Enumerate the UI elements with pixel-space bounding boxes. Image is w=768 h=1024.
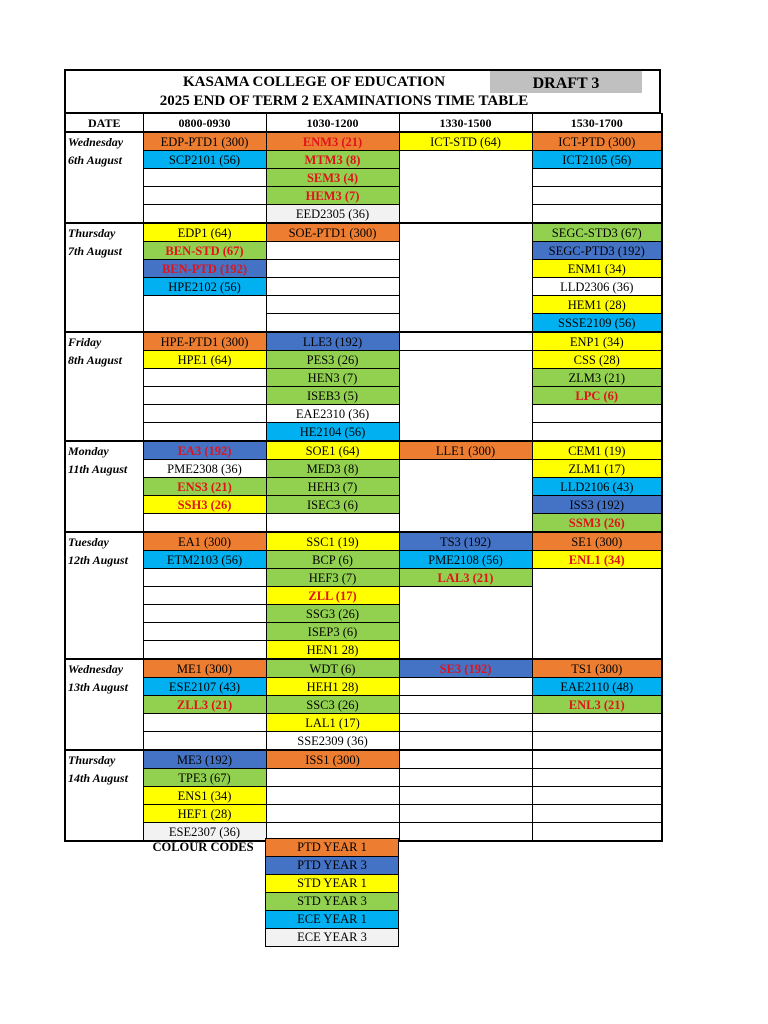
exam-cell: LLD2306 (36) xyxy=(532,278,662,296)
exam-cell: SOE-PTD1 (300) xyxy=(266,223,399,242)
empty-cell xyxy=(266,242,399,260)
exam-cell: HEM1 (28) xyxy=(532,296,662,314)
exam-cell: ISEP3 (6) xyxy=(266,623,399,641)
exam-cell: SSE2309 (36) xyxy=(266,732,399,751)
day-label xyxy=(65,314,143,333)
empty-cell xyxy=(266,787,399,805)
colour-codes-label: COLOUR CODES xyxy=(152,840,254,854)
table-row xyxy=(65,787,662,805)
exam-cell: SCP2101 (56) xyxy=(143,151,266,169)
column-header: 1030-1200 xyxy=(266,114,399,133)
exam-cell: LLE3 (192) xyxy=(266,332,399,351)
day-label xyxy=(65,732,143,751)
empty-cell xyxy=(532,205,662,224)
day-label xyxy=(65,569,143,587)
blank-area xyxy=(399,314,532,333)
exam-cell: ISS3 (192) xyxy=(532,496,662,514)
empty-cell xyxy=(399,769,532,787)
empty-cell xyxy=(143,623,266,641)
exam-cell: ENP1 (34) xyxy=(532,332,662,351)
empty-cell xyxy=(532,714,662,732)
empty-cell xyxy=(143,423,266,442)
table-row xyxy=(65,496,662,514)
table-row xyxy=(65,769,662,787)
empty-cell xyxy=(399,805,532,823)
empty-cell xyxy=(399,714,532,732)
empty-cell xyxy=(532,823,662,842)
exam-cell: EDP-PTD1 (300) xyxy=(143,132,266,151)
table-row xyxy=(65,332,662,351)
table-row xyxy=(65,223,662,242)
empty-cell xyxy=(399,823,532,842)
exam-cell: HEF3 (7) xyxy=(266,569,399,587)
table-row xyxy=(65,151,662,169)
empty-cell xyxy=(143,587,266,605)
day-label xyxy=(65,405,143,423)
empty-cell xyxy=(143,569,266,587)
empty-cell xyxy=(532,805,662,823)
exam-cell: MTM3 (8) xyxy=(266,151,399,169)
day-label: 8th August xyxy=(65,351,143,369)
exam-cell: SSG3 (26) xyxy=(266,605,399,623)
exam-cell: EA3 (192) xyxy=(143,441,266,460)
blank-area xyxy=(399,478,532,496)
day-label xyxy=(65,587,143,605)
blank-area xyxy=(399,587,532,605)
exam-cell: ZLL (17) xyxy=(266,587,399,605)
exam-cell: EAE2110 (48) xyxy=(532,678,662,696)
exam-cell: SSM3 (26) xyxy=(532,514,662,533)
day-label: 14th August xyxy=(65,769,143,787)
day-label xyxy=(65,423,143,442)
empty-cell xyxy=(143,369,266,387)
blank-area xyxy=(399,641,532,660)
column-header-row xyxy=(65,114,662,133)
table-row xyxy=(65,587,662,605)
table-row xyxy=(65,714,662,732)
table-row xyxy=(65,641,662,660)
blank-area xyxy=(399,605,532,623)
table-row xyxy=(65,659,662,678)
table-row xyxy=(65,696,662,714)
table-row xyxy=(65,460,662,478)
empty-cell xyxy=(143,387,266,405)
day-label xyxy=(65,187,143,205)
blank-area xyxy=(399,405,532,423)
empty-cell xyxy=(143,605,266,623)
exam-cell: HPE-PTD1 (300) xyxy=(143,332,266,351)
exam-cell: HPE2102 (56) xyxy=(143,278,266,296)
blank-area xyxy=(143,296,266,314)
table-row xyxy=(65,423,662,442)
empty-cell xyxy=(266,769,399,787)
exam-cell: ENM3 (21) xyxy=(266,132,399,151)
exam-cell: HPE1 (64) xyxy=(143,351,266,369)
exam-cell: SEGC-PTD3 (192) xyxy=(532,242,662,260)
empty-cell xyxy=(532,187,662,205)
colour-code-item: STD YEAR 1 xyxy=(265,874,399,892)
timetable-sheet xyxy=(64,69,661,842)
exam-cell: ENM1 (34) xyxy=(532,260,662,278)
table-row xyxy=(65,441,662,460)
exam-cell: SSC1 (19) xyxy=(266,532,399,551)
exam-cell: ICT-STD (64) xyxy=(399,132,532,151)
college-title: KASAMA COLLEGE OF EDUCATION xyxy=(182,74,446,90)
table-row xyxy=(65,242,662,260)
day-label: 6th August xyxy=(65,151,143,169)
day-label xyxy=(65,823,143,842)
exam-cell: EDP1 (64) xyxy=(143,223,266,242)
colour-code-item: ECE YEAR 1 xyxy=(265,910,399,928)
blank-area xyxy=(399,223,532,242)
exam-cell: SSH3 (26) xyxy=(143,496,266,514)
table-row xyxy=(65,569,662,587)
table-row xyxy=(65,387,662,405)
colour-code-item: STD YEAR 3 xyxy=(265,892,399,910)
day-label xyxy=(65,714,143,732)
empty-cell xyxy=(532,169,662,187)
day-label xyxy=(65,478,143,496)
table-row xyxy=(65,169,662,187)
empty-cell xyxy=(143,732,266,751)
colour-code-item: PTD YEAR 1 xyxy=(265,838,399,856)
blank-area xyxy=(399,169,532,187)
day-label: 13th August xyxy=(65,678,143,696)
blank-area xyxy=(399,496,532,514)
day-label xyxy=(65,805,143,823)
day-label xyxy=(65,205,143,224)
table-row xyxy=(65,514,662,533)
table-row xyxy=(65,260,662,278)
blank-area xyxy=(143,314,266,333)
exam-cell: HEN1 28) xyxy=(266,641,399,660)
exam-cell: ICT2105 (56) xyxy=(532,151,662,169)
table-row xyxy=(65,296,662,314)
timetable-table xyxy=(64,113,663,842)
table-row xyxy=(65,278,662,296)
exam-cell: LAL3 (21) xyxy=(399,569,532,587)
exam-cell: SSSE2109 (56) xyxy=(532,314,662,333)
empty-cell xyxy=(266,805,399,823)
blank-area xyxy=(399,205,532,224)
draft-badge: DRAFT 3 xyxy=(490,71,642,93)
timetable-title: 2025 END OF TERM 2 EXAMINATIONS TIME TABLE xyxy=(159,93,529,109)
blank-area xyxy=(399,387,532,405)
exam-cell: TS3 (192) xyxy=(399,532,532,551)
blank-area xyxy=(399,187,532,205)
exam-cell: PME2108 (56) xyxy=(399,551,532,569)
colour-code-item: PTD YEAR 3 xyxy=(265,856,399,874)
blank-area xyxy=(532,623,662,641)
exam-cell: ISS1 (300) xyxy=(266,750,399,769)
day-label xyxy=(65,260,143,278)
column-header: 1530-1700 xyxy=(532,114,662,133)
table-row xyxy=(65,678,662,696)
day-label: 11th August xyxy=(65,460,143,478)
day-label xyxy=(65,387,143,405)
exam-cell: BEN-PTD (192) xyxy=(143,260,266,278)
exam-cell: ISEC3 (6) xyxy=(266,496,399,514)
exam-cell: ESE2107 (43) xyxy=(143,678,266,696)
exam-cell: HEH3 (7) xyxy=(266,478,399,496)
day-label: Monday xyxy=(65,441,143,460)
blank-area xyxy=(399,460,532,478)
day-label: Friday xyxy=(65,332,143,351)
blank-area xyxy=(399,351,532,369)
day-label xyxy=(65,514,143,533)
day-label xyxy=(65,605,143,623)
empty-cell xyxy=(532,769,662,787)
empty-cell xyxy=(399,332,532,351)
empty-cell xyxy=(399,732,532,751)
empty-cell xyxy=(266,314,399,333)
table-row xyxy=(65,605,662,623)
exam-cell: PES3 (26) xyxy=(266,351,399,369)
empty-cell xyxy=(143,641,266,660)
exam-cell: LAL1 (17) xyxy=(266,714,399,732)
column-header: DATE xyxy=(65,114,143,133)
exam-cell: ISEB3 (5) xyxy=(266,387,399,405)
exam-cell: ZLL3 (21) xyxy=(143,696,266,714)
exam-cell: HE2104 (56) xyxy=(266,423,399,442)
exam-cell: LPC (6) xyxy=(532,387,662,405)
exam-cell: BEN-STD (67) xyxy=(143,242,266,260)
empty-cell xyxy=(532,787,662,805)
exam-cell: ME1 (300) xyxy=(143,659,266,678)
day-label xyxy=(65,496,143,514)
exam-cell: ENS3 (21) xyxy=(143,478,266,496)
blank-area xyxy=(399,623,532,641)
exam-cell: WDT (6) xyxy=(266,659,399,678)
table-row xyxy=(65,532,662,551)
day-label: Wednesday xyxy=(65,132,143,151)
exam-cell: ME3 (192) xyxy=(143,750,266,769)
blank-area xyxy=(532,587,662,605)
table-row xyxy=(65,369,662,387)
day-label xyxy=(65,696,143,714)
table-row xyxy=(65,805,662,823)
exam-cell: HEN3 (7) xyxy=(266,369,399,387)
blank-area xyxy=(399,296,532,314)
blank-area xyxy=(532,641,662,660)
exam-cell: TPE3 (67) xyxy=(143,769,266,787)
table-row xyxy=(65,478,662,496)
blank-area xyxy=(399,260,532,278)
exam-cell: ENL1 (34) xyxy=(532,551,662,569)
table-row xyxy=(65,405,662,423)
exam-cell: EAE2310 (36) xyxy=(266,405,399,423)
exam-cell: SSC3 (26) xyxy=(266,696,399,714)
day-label: Wednesday xyxy=(65,659,143,678)
exam-cell: ZLM1 (17) xyxy=(532,460,662,478)
exam-cell: PME2308 (36) xyxy=(143,460,266,478)
colour-codes-legend xyxy=(265,838,399,947)
day-label xyxy=(65,787,143,805)
empty-cell xyxy=(399,787,532,805)
day-label: Tuesday xyxy=(65,532,143,551)
blank-area xyxy=(399,242,532,260)
blank-area xyxy=(399,278,532,296)
exam-cell: CEM1 (19) xyxy=(532,441,662,460)
exam-cell: CSS (28) xyxy=(532,351,662,369)
exam-cell: ZLM3 (21) xyxy=(532,369,662,387)
exam-cell: HEM3 (7) xyxy=(266,187,399,205)
empty-cell xyxy=(266,296,399,314)
empty-cell xyxy=(266,260,399,278)
empty-cell xyxy=(399,696,532,714)
exam-cell: EED2305 (36) xyxy=(266,205,399,224)
exam-cell: ENL3 (21) xyxy=(532,696,662,714)
empty-cell xyxy=(532,732,662,751)
empty-cell xyxy=(143,514,266,533)
empty-cell xyxy=(143,205,266,224)
column-header: 1330-1500 xyxy=(399,114,532,133)
table-row xyxy=(65,351,662,369)
day-label xyxy=(65,169,143,187)
table-row xyxy=(65,732,662,751)
empty-cell xyxy=(143,405,266,423)
day-label xyxy=(65,296,143,314)
table-row xyxy=(65,750,662,769)
exam-cell: HEF1 (28) xyxy=(143,805,266,823)
empty-cell xyxy=(266,278,399,296)
blank-area xyxy=(532,423,662,442)
day-label: Thursday xyxy=(65,223,143,242)
exam-cell: SE3 (192) xyxy=(399,659,532,678)
blank-area xyxy=(532,569,662,587)
empty-cell xyxy=(399,750,532,769)
day-label: 12th August xyxy=(65,551,143,569)
exam-cell: LLD2106 (43) xyxy=(532,478,662,496)
empty-cell xyxy=(143,714,266,732)
table-row xyxy=(65,314,662,333)
blank-area xyxy=(399,423,532,442)
exam-cell: ETM2103 (56) xyxy=(143,551,266,569)
column-header: 0800-0930 xyxy=(143,114,266,133)
table-row xyxy=(65,132,662,151)
exam-cell: BCP (6) xyxy=(266,551,399,569)
day-label: 7th August xyxy=(65,242,143,260)
empty-cell xyxy=(143,169,266,187)
colour-code-item: ECE YEAR 3 xyxy=(265,928,399,947)
exam-cell: SEM3 (4) xyxy=(266,169,399,187)
exam-cell: SOE1 (64) xyxy=(266,441,399,460)
table-row xyxy=(65,623,662,641)
blank-area xyxy=(399,151,532,169)
table-row xyxy=(65,187,662,205)
exam-cell: ICT-PTD (300) xyxy=(532,132,662,151)
blank-area xyxy=(532,605,662,623)
table-row xyxy=(65,205,662,224)
day-label xyxy=(65,278,143,296)
exam-cell: SEGC-STD3 (67) xyxy=(532,223,662,242)
day-label xyxy=(65,641,143,660)
day-label xyxy=(65,369,143,387)
empty-cell xyxy=(143,187,266,205)
exam-cell: ENS1 (34) xyxy=(143,787,266,805)
exam-cell: MED3 (8) xyxy=(266,460,399,478)
timetable-header xyxy=(64,69,661,113)
day-label xyxy=(65,623,143,641)
blank-area xyxy=(266,514,399,533)
empty-cell xyxy=(399,678,532,696)
exam-cell: EA1 (300) xyxy=(143,532,266,551)
empty-cell xyxy=(532,750,662,769)
empty-cell xyxy=(532,405,662,423)
day-label: Thursday xyxy=(65,750,143,769)
exam-cell: SE1 (300) xyxy=(532,532,662,551)
exam-cell: HEH1 28) xyxy=(266,678,399,696)
blank-area xyxy=(399,514,532,533)
exam-cell: ESE2307 (36) xyxy=(143,823,266,842)
table-row xyxy=(65,551,662,569)
blank-area xyxy=(399,369,532,387)
exam-cell: TS1 (300) xyxy=(532,659,662,678)
exam-cell: LLE1 (300) xyxy=(399,441,532,460)
